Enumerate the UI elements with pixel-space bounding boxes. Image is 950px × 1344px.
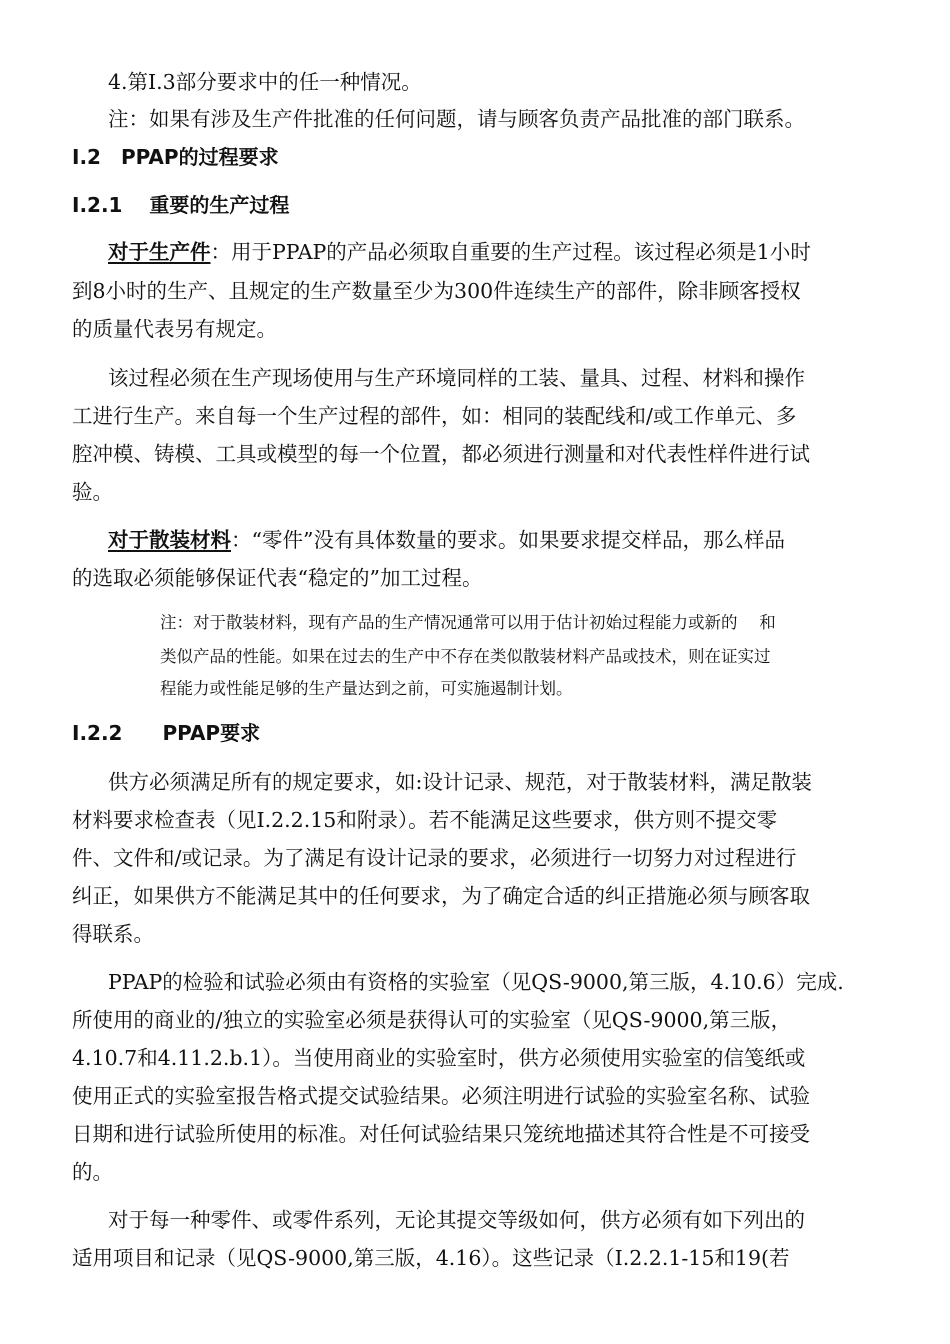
paragraph-production-line-1 [108, 240, 811, 264]
section-heading-1-2-1: Ⅰ.2.1 重要的生产过程 [72, 193, 290, 217]
production-part-label: 对于生产件 [108, 240, 211, 264]
section-heading-1-2-2: Ⅰ.2.2 PPAP要求 [72, 721, 261, 745]
production-part-text: ：用于PPAP的产品必须取自重要的生产过程。该过程必须是1小时 [210, 240, 811, 264]
paragraph-bulk-line-1 [108, 528, 785, 552]
paragraph-requirements-line-3: 件、文件和/或记录。为了满足有设计记录的要求，必须进行一切努力对过程进行 [72, 846, 797, 870]
paragraph-lab-line-5: 日期和进行试验所使用的标准。对任何试验结果只笼统地描述其符合性是不可接受 [72, 1122, 810, 1146]
paragraph-production-line-2: 到8小时的生产、且规定的生产数量至少为300件连续生产的部件，除非顾客授权 [72, 279, 801, 303]
bulk-material-label: 对于散装材料 [108, 528, 231, 552]
note-contact: 注：如果有涉及生产件批准的任何问题，请与顾客负责产品批准的部门联系。 [108, 107, 805, 131]
paragraph-process-line-1: 该过程必须在生产现场使用与生产环境同样的工装、量具、过程、材料和操作 [108, 366, 805, 390]
paragraph-records-line-2: 适用项目和记录（见QS-9000,第三版，4.16）。这些记录（Ⅰ.2.2.1-15和19(若 [72, 1246, 790, 1270]
paragraph-bulk-line-2: 的选取必须能够保证代表“稳定的”加工过程。 [72, 566, 483, 590]
paragraph-requirements-line-2: 材料要求检查表（见Ⅰ.2.2.15和附录）。若不能满足这些要求，供方则不提交零 [72, 808, 778, 832]
list-item-4: 4.第Ⅰ.3部分要求中的任一种情况。 [108, 70, 422, 94]
paragraph-process-line-4: 验。 [72, 480, 113, 504]
note-bulk-line-2: 类似产品的性能。如果在过去的生产中不存在类似散装材料产品或技术，则在证实过 [160, 647, 771, 666]
paragraph-requirements-line-4: 纠正，如果供方不能满足其中的任何要求，为了确定合适的纠正措施必须与顾客取 [72, 884, 810, 908]
paragraph-requirements-line-1: 供方必须满足所有的规定要求，如:设计记录、规范，对于散装材料，满足散装 [108, 770, 812, 794]
note-bulk-line-1: 注：对于散装材料，现有产品的生产情况通常可以用于估计初始过程能力或新的 和 [160, 613, 776, 632]
paragraph-lab-line-3: 4.10.7和4.11.2.b.1）。当使用商业的实验室时，供方必须使用实验室的信笺纸或 [72, 1046, 806, 1070]
paragraph-process-line-2: 工进行生产。来自每一个生产过程的部件，如：相同的装配线和/或工作单元、多 [72, 404, 797, 428]
paragraph-requirements-line-5: 得联系。 [72, 922, 154, 946]
paragraph-records-line-1: 对于每一种零件、或零件系列，无论其提交等级如何，供方必须有如下列出的 [108, 1208, 805, 1232]
paragraph-process-line-3: 腔冲模、铸模、工具或模型的每一个位置，都必须进行测量和对代表性样件进行试 [72, 442, 810, 466]
note-bulk-line-3: 程能力或性能足够的生产量达到之前，可实施遏制计划。 [160, 679, 573, 698]
paragraph-lab-line-2: 所使用的商业的/独立的实验室必须是获得认可的实验室（见QS-9000,第三版， [72, 1008, 792, 1032]
paragraph-production-line-3: 的质量代表另有规定。 [72, 317, 277, 341]
bulk-material-text: ：“零件”没有具体数量的要求。如果要求提交样品，那么样品 [231, 528, 785, 552]
paragraph-lab-line-4: 使用正式的实验室报告格式提交试验结果。必须注明进行试验的实验室名称、试验 [72, 1084, 810, 1108]
paragraph-lab-line-6: 的。 [72, 1160, 113, 1184]
paragraph-lab-line-1: PPAP的检验和试验必须由有资格的实验室（见QS-9000,第三版，4.10.6）完成. [108, 970, 844, 994]
section-heading-1-2: Ⅰ.2 PPAP的过程要求 [72, 145, 279, 169]
